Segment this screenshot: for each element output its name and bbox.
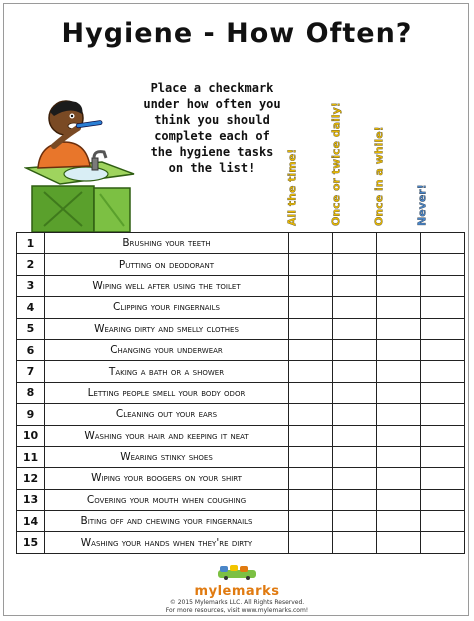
checkbox-once-or-twice-daily[interactable] [333, 404, 377, 425]
boy-brushing-teeth-illustration [24, 96, 136, 232]
task-label: Cleaning out your ears [45, 404, 289, 425]
checkbox-once-in-a-while[interactable] [377, 361, 421, 382]
checkbox-all-the-time[interactable] [289, 361, 333, 382]
task-label: Changing your underwear [45, 339, 289, 360]
checkbox-never[interactable] [421, 446, 465, 467]
checkbox-once-or-twice-daily[interactable] [333, 489, 377, 510]
checkbox-once-or-twice-daily[interactable] [333, 361, 377, 382]
worksheet-page [3, 3, 469, 616]
checkbox-once-or-twice-daily[interactable] [333, 532, 377, 553]
column-header-never: Never! [415, 184, 429, 226]
column-header-all-the-time: All the time! [285, 148, 299, 226]
checkbox-once-in-a-while[interactable] [377, 254, 421, 275]
checkbox-all-the-time[interactable] [289, 404, 333, 425]
checkbox-once-or-twice-daily[interactable] [333, 233, 377, 254]
task-number: 5 [17, 318, 45, 339]
checkbox-once-in-a-while[interactable] [377, 511, 421, 532]
copyright-text: © 2015 Mylemarks LLC. All Rights Reserved. [169, 599, 305, 606]
instructions-text: Place a checkmark under how often you think you should complete each of the hygiene tasks on the list! [143, 81, 281, 175]
task-number: 7 [17, 361, 45, 382]
checkbox-all-the-time[interactable] [289, 532, 333, 553]
table-row [17, 425, 465, 446]
task-label: Taking a bath or a shower [45, 361, 289, 382]
checkbox-never[interactable] [421, 339, 465, 360]
checkbox-once-or-twice-daily[interactable] [333, 318, 377, 339]
task-number: 2 [17, 254, 45, 275]
checkbox-once-or-twice-daily[interactable] [333, 339, 377, 360]
checkbox-all-the-time[interactable] [289, 468, 333, 489]
checkbox-never[interactable] [421, 297, 465, 318]
checkbox-all-the-time[interactable] [289, 382, 333, 403]
checkbox-never[interactable] [421, 404, 465, 425]
table-row [17, 318, 465, 339]
checkbox-all-the-time[interactable] [289, 489, 333, 510]
checkbox-never[interactable] [421, 275, 465, 296]
task-label: Covering your mouth when coughing [45, 489, 289, 510]
task-number: 13 [17, 489, 45, 510]
checkbox-once-or-twice-daily[interactable] [333, 468, 377, 489]
page-title: Hygiene - How Often? [61, 18, 413, 49]
checkbox-never[interactable] [421, 382, 465, 403]
task-number: 11 [17, 446, 45, 467]
checkbox-never[interactable] [421, 489, 465, 510]
checkbox-once-or-twice-daily[interactable] [333, 425, 377, 446]
table-row [17, 468, 465, 489]
checkbox-once-or-twice-daily[interactable] [333, 275, 377, 296]
task-label: Biting off and chewing your fingernails [45, 511, 289, 532]
checkbox-once-in-a-while[interactable] [377, 468, 421, 489]
column-header-once-in-a-while: Once in a while! [372, 126, 386, 226]
task-label: Wiping well after using the toilet [45, 275, 289, 296]
task-number: 12 [17, 468, 45, 489]
task-label: Washing your hair and keeping it neat [45, 425, 289, 446]
checkbox-once-in-a-while[interactable] [377, 404, 421, 425]
checkbox-once-in-a-while[interactable] [377, 275, 421, 296]
table-row [17, 404, 465, 425]
table-row [17, 275, 465, 296]
task-label: Putting on deodorant [45, 254, 289, 275]
checkbox-once-or-twice-daily[interactable] [333, 511, 377, 532]
table-row [17, 233, 465, 254]
checkbox-never[interactable] [421, 511, 465, 532]
checkbox-once-in-a-while[interactable] [377, 489, 421, 510]
task-label: Wiping your boogers on your shirt [45, 468, 289, 489]
task-number: 1 [17, 233, 45, 254]
checkbox-never[interactable] [421, 425, 465, 446]
checkbox-once-or-twice-daily[interactable] [333, 382, 377, 403]
task-label: Wearing stinky shoes [45, 446, 289, 467]
task-label: Brushing your teeth [45, 233, 289, 254]
checkbox-once-in-a-while[interactable] [377, 446, 421, 467]
checkbox-once-in-a-while[interactable] [377, 425, 421, 446]
checkbox-all-the-time[interactable] [289, 297, 333, 318]
resources-link-text[interactable]: For more resources, visit www.mylemarks.com! [165, 607, 309, 614]
checkbox-all-the-time[interactable] [289, 233, 333, 254]
checkbox-never[interactable] [421, 254, 465, 275]
task-label: Clipping your fingernails [45, 297, 289, 318]
checkbox-all-the-time[interactable] [289, 446, 333, 467]
checkbox-all-the-time[interactable] [289, 425, 333, 446]
task-number: 9 [17, 404, 45, 425]
task-number: 6 [17, 339, 45, 360]
task-number: 10 [17, 425, 45, 446]
checkbox-once-in-a-while[interactable] [377, 318, 421, 339]
checkbox-never[interactable] [421, 318, 465, 339]
task-number: 4 [17, 297, 45, 318]
table-row [17, 446, 465, 467]
checkbox-once-or-twice-daily[interactable] [333, 297, 377, 318]
table-row [17, 532, 465, 553]
checkbox-never[interactable] [421, 468, 465, 489]
checkbox-all-the-time[interactable] [289, 254, 333, 275]
checkbox-never[interactable] [421, 361, 465, 382]
task-number: 8 [17, 382, 45, 403]
checkbox-all-the-time[interactable] [289, 511, 333, 532]
table-row [17, 489, 465, 510]
checkbox-never[interactable] [421, 532, 465, 553]
checkbox-once-in-a-while[interactable] [377, 532, 421, 553]
mylemarks-logo-icon [216, 564, 258, 580]
table-row [17, 339, 465, 360]
footer [4, 564, 470, 615]
task-label: Letting people smell your body odor [45, 382, 289, 403]
checkbox-once-in-a-while[interactable] [377, 297, 421, 318]
task-number: 15 [17, 532, 45, 553]
task-number: 14 [17, 511, 45, 532]
task-label: Wearing dirty and smelly clothes [45, 318, 289, 339]
checkbox-once-in-a-while[interactable] [377, 233, 421, 254]
checkbox-all-the-time[interactable] [289, 318, 333, 339]
table-row [17, 297, 465, 318]
checkbox-never[interactable] [421, 233, 465, 254]
table-row [17, 254, 465, 275]
checkbox-all-the-time[interactable] [289, 339, 333, 360]
checkbox-once-or-twice-daily[interactable] [333, 254, 377, 275]
table-row [17, 511, 465, 532]
table-row [17, 361, 465, 382]
task-number: 3 [17, 275, 45, 296]
task-label: Washing your hands when they're dirty [45, 532, 289, 553]
checkbox-all-the-time[interactable] [289, 275, 333, 296]
table-row [17, 382, 465, 403]
column-header-once-or-twice-daily: Once or twice daily! [329, 102, 343, 226]
checkbox-once-in-a-while[interactable] [377, 339, 421, 360]
mylemarks-logo-text: mylemarks [194, 584, 280, 599]
hygiene-task-table [16, 232, 465, 554]
checkbox-once-or-twice-daily[interactable] [333, 446, 377, 467]
checkbox-once-in-a-while[interactable] [377, 382, 421, 403]
